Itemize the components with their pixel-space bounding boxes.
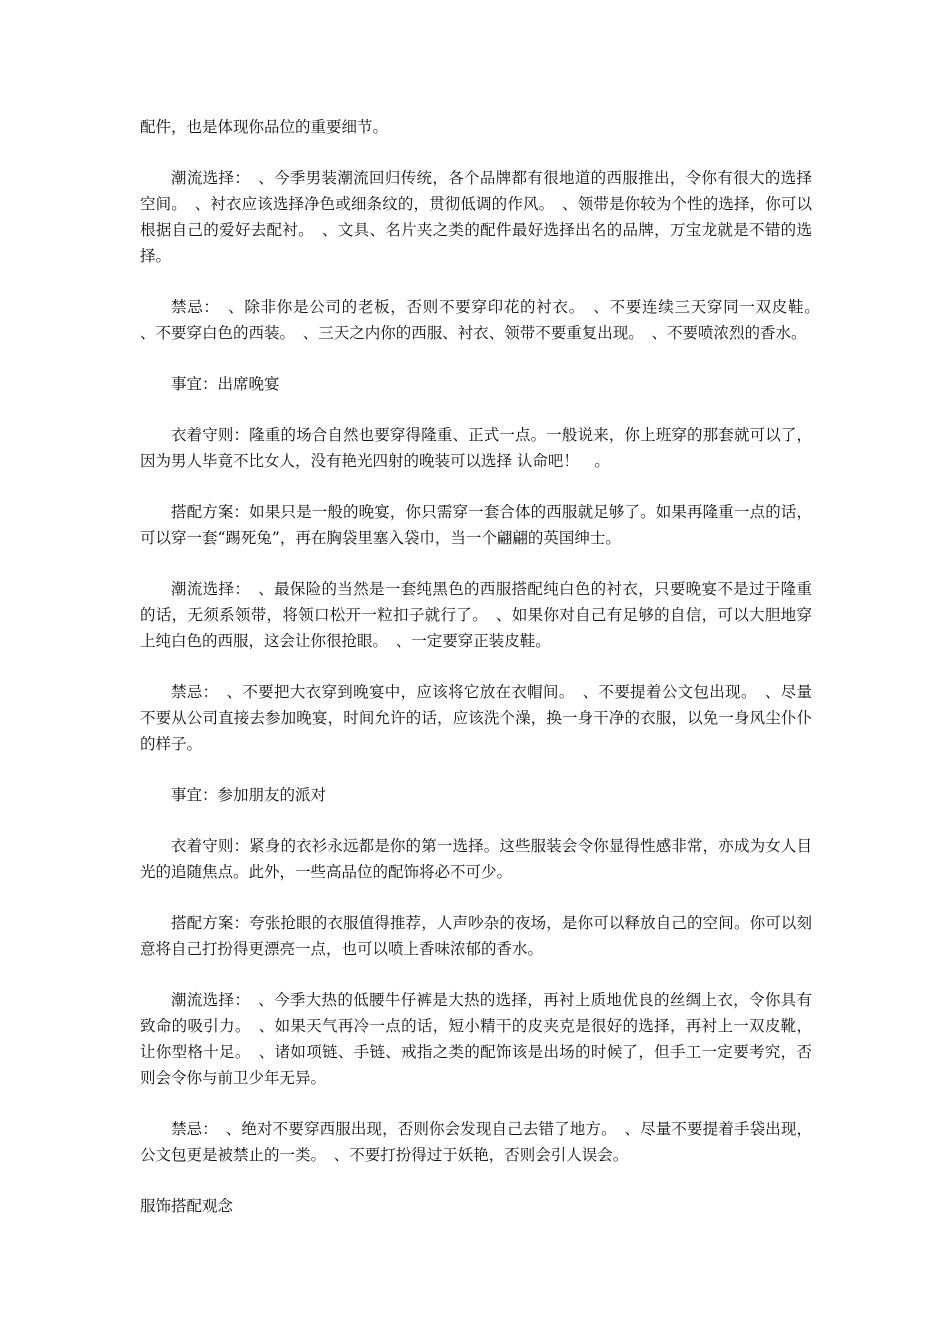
section-heading-clothing-concept: 服饰搭配观念 bbox=[140, 1197, 234, 1215]
paragraph-taboo-office: 禁忌： 、除非你是公司的老板，否则不要穿印花的衬衣。 、不要连续三天穿同一双皮鞋。 、不要穿白色的西装。 、三天之内你的西服、衬衣、领带不要重复出现。 、不要喷浓烈的香水。 bbox=[140, 298, 828, 342]
section-heading-party: 事宜：参加朋友的派对 bbox=[171, 786, 327, 804]
paragraph-trend-choice-office: 潮流选择： 、今季男装潮流回归传统，各个品牌都有很地道的西服推出，令你有很大的选择空间。 、衬衣应该选择净色或细条纹的，贯彻低调的作风。 、领带是你较为个性的选择，你可以根据自己的爱好去配衬。 、文具、名片夹之类的配件最好选择出名的品牌，万宝龙就是不错的选择。 bbox=[140, 169, 812, 265]
paragraph-taboo-party: 禁忌： 、绝对不要穿西服出现，否则你会发现自己去错了地方。 、尽量不要提着手袋出现，公文包更是被禁止的一类。 、不要打扮得过于妖艳，否则会引人误会。 bbox=[140, 1120, 812, 1164]
section-heading-dinner: 事宜：出席晚宴 bbox=[171, 375, 280, 393]
paragraph-taboo-dinner: 禁忌： 、不要把大衣穿到晚宴中，应该将它放在衣帽间。 、不要提着公文包出现。 、尽量不要从公司直接去参加晚宴，时间允许的话，应该洗个澡，换一身干净的衣服，以免一身风尘仆仆的样子。 bbox=[140, 683, 812, 753]
paragraph-matching-plan-dinner: 搭配方案：如果只是一般的晚宴，你只需穿一套合体的西服就足够了。如果再隆重一点的话，可以穿一套“踢死兔”，再在胸袋里塞入袋巾，当一个翩翩的英国绅士。 bbox=[140, 503, 812, 547]
paragraph-dress-rule-party: 衣着守则：紧身的衣衫永远都是你的第一选择。这些服装会令你显得性感非常，亦成为女人目光的追随焦点。此外，一些高品位的配饰将必不可少。 bbox=[140, 837, 812, 881]
paragraph-trend-choice-party: 潮流选择： 、今季大热的低腰牛仔裤是大热的选择，再衬上质地优良的丝绸上衣，令你具有致命的吸引力。 、如果天气再冷一点的话，短小精干的皮夹克是很好的选择，再衬上一双皮靴，让你型格十足。 、诸如项链、手链、戒指之类的配饰该是出场的时候了，但手工一定要考究，否则会令你与前卫少年无异。 bbox=[140, 991, 812, 1087]
document-body bbox=[140, 114, 828, 1219]
paragraph-trend-choice-dinner: 潮流选择： 、最保险的当然是一套纯黑色的西服搭配纯白色的衬衣，只要晚宴不是过于隆重的话，无须系领带，将领口松开一粒扣子就行了。 、如果你对自己有足够的自信，可以大胆地穿上纯白色的西服，这会让你很抢眼。 、一定要穿正装皮鞋。 bbox=[140, 580, 812, 650]
paragraph-matching-plan-party: 搭配方案：夸张抢眼的衣服值得推荐，人声吵杂的夜场，是你可以释放自己的空间。你可以刻意将自己打扮得更漂亮一点，也可以喷上香味浓郁的香水。 bbox=[140, 914, 812, 958]
paragraph-dress-rule-dinner: 衣着守则：隆重的场合自然也要穿得隆重、正式一点。一般说来，你上班穿的那套就可以了，因为男人毕竟不比女人，没有艳光四射的晚装可以选择 认命吧！ 。 bbox=[140, 426, 812, 470]
paragraph-continuation: 配件，也是体现你品位的重要细节。 bbox=[140, 118, 389, 136]
